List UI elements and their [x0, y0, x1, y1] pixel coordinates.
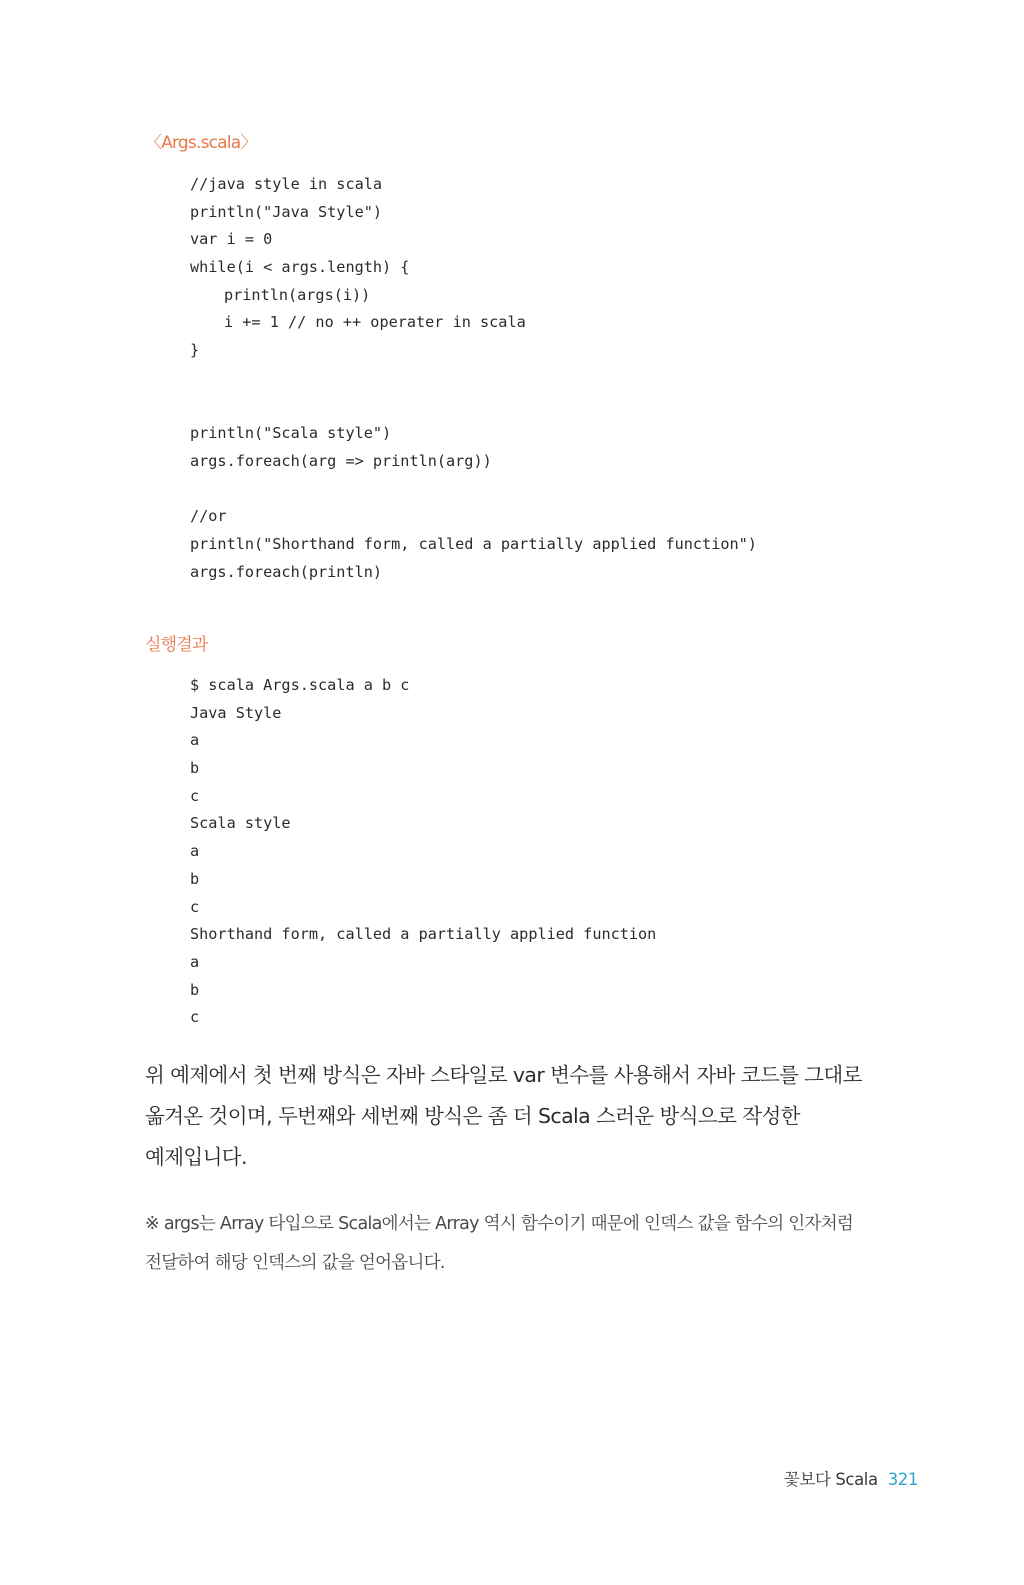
code-line: println("Shorthand form, called a partially applied function")	[190, 534, 757, 553]
code-line: var i = 0	[190, 230, 273, 249]
output-line: b	[190, 980, 200, 999]
code-line: i += 1 // no ++ operater in scala	[224, 313, 526, 332]
code-line	[190, 393, 757, 421]
code-line	[190, 476, 757, 504]
code-line: //or	[190, 507, 227, 526]
source-caption: 〈Args.scala〉	[145, 133, 257, 153]
output-line: c	[190, 1008, 200, 1027]
result-output-block	[190, 672, 656, 1032]
footnote: ※ args는 Array 타입으로 Scala에서는 Array 역시 함수이기 때문에 인덱스 값을 함수의 인자처럼 전달하여 해당 인덱스의 값을 얻어옵니다.	[145, 1214, 854, 1273]
result-caption: 실행결과	[145, 635, 208, 655]
output-line: Scala style	[190, 814, 291, 833]
code-line: println(args(i))	[224, 285, 371, 304]
page-number: 321	[887, 1470, 918, 1489]
output-line: c	[190, 786, 200, 805]
output-line: a	[190, 842, 200, 861]
code-line: //java style in scala	[190, 175, 383, 193]
code-line: println("Scala style")	[190, 424, 392, 443]
source-code-block	[190, 171, 757, 586]
code-line: args.foreach(arg => println(arg))	[190, 451, 492, 470]
output-line: Shorthand form, called a partially applied function	[190, 925, 657, 944]
code-line: while(i < args.length) {	[190, 258, 410, 277]
output-line: b	[190, 759, 200, 778]
code-line: }	[190, 341, 200, 360]
output-line: $ scala Args.scala a b c	[190, 676, 410, 694]
output-line: Java Style	[190, 703, 282, 722]
footer-book-title: 꽃보다 Scala	[783, 1470, 878, 1489]
explanation-paragraph: 위 예제에서 첫 번째 방식은 자바 스타일로 var 변수를 사용해서 자바 코드를 그대로 옮겨온 것이며, 두번째와 세번째 방식은 좀 더 Scala 스러운 방식으로 작성한 예제입니다.	[145, 1063, 862, 1169]
page-footer	[784, 1466, 918, 1490]
output-line: b	[190, 869, 200, 888]
code-line: args.foreach(println)	[190, 562, 383, 581]
output-line: a	[190, 952, 200, 971]
output-line: c	[190, 897, 200, 916]
code-line	[190, 365, 757, 393]
code-line: println("Java Style")	[190, 202, 383, 221]
output-line: a	[190, 731, 200, 750]
